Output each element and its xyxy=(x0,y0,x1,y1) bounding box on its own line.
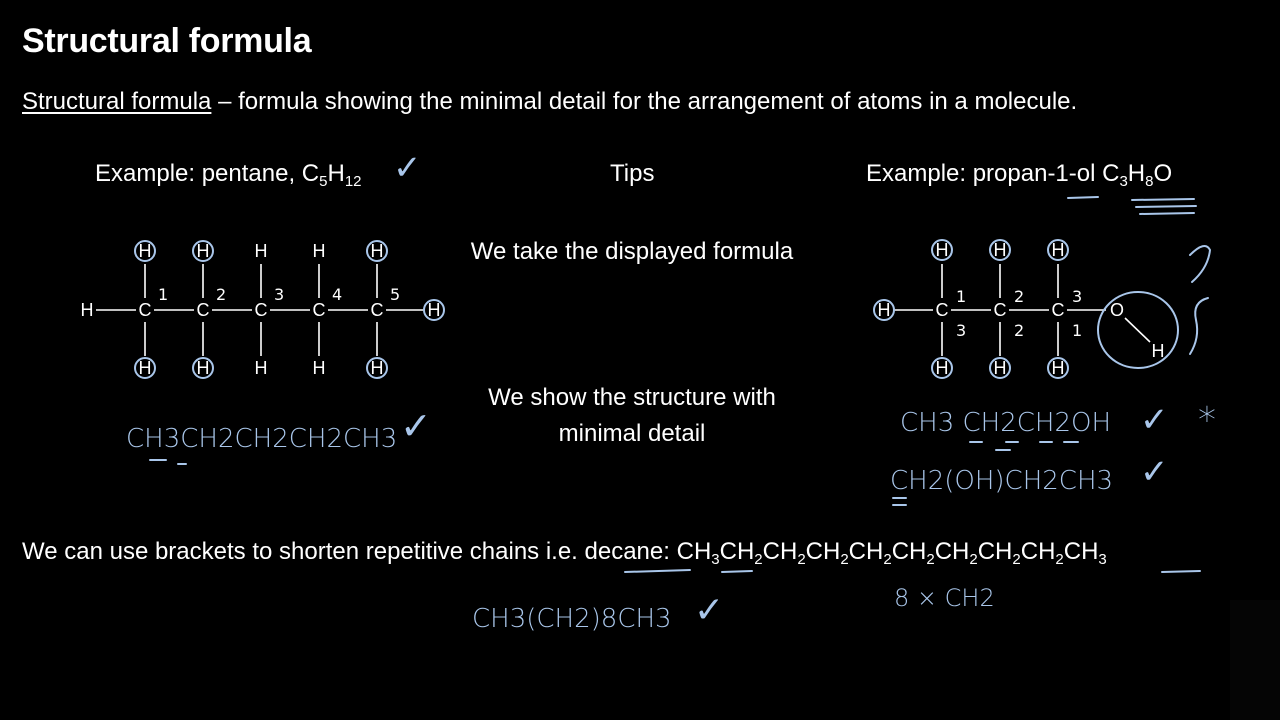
corner-shade xyxy=(1230,600,1280,720)
decane-formula-group: CH xyxy=(934,538,970,565)
bracket-mark xyxy=(1190,246,1210,282)
hydrogen-atom: H xyxy=(254,241,268,261)
hydrogen-atom: H xyxy=(1151,341,1165,361)
decane-formula-subscript: 3 xyxy=(1098,551,1107,568)
carbon-number-label: 3 xyxy=(274,285,285,304)
decane-word: decane xyxy=(584,538,664,565)
decane-formula-group: CH xyxy=(805,538,841,565)
tip-minimal-detail: We show the structure with minimal detail xyxy=(488,384,776,447)
decane-formula-group: CH xyxy=(1020,538,1056,565)
carbon-atom: C xyxy=(312,300,326,320)
definition-text: – formula showing the minimal detail for the arrangement of atoms in a molecule. xyxy=(211,88,1078,115)
hydrogen-atom: H xyxy=(254,358,268,378)
decane-formula-subscript: 2 xyxy=(797,551,806,568)
hydrogen-atom: H xyxy=(196,241,210,261)
brackets-prefix: We can use brackets to shorten repetitive chains i.e. xyxy=(22,538,585,565)
hydrogen-atom: H xyxy=(993,240,1007,260)
decane-formula-group: CH xyxy=(891,538,927,565)
carbon-atom: C xyxy=(196,300,210,320)
left-example-sub2: 12 xyxy=(344,173,362,190)
propanol-handwritten-formula-1: CH3 CH2CH2OH xyxy=(900,408,1112,438)
carbon-atom: C xyxy=(993,300,1007,320)
hydrogen-atom: H xyxy=(427,300,441,320)
left-example-mid: H xyxy=(327,160,345,187)
carbon-number-bottom: 1 xyxy=(1072,321,1083,340)
underline-mark xyxy=(1162,571,1200,572)
hydrogen-atom: H xyxy=(138,241,152,261)
pentane-handwritten-formula: CH3CH2CH2CH2CH3 xyxy=(126,424,398,454)
propanol-tick-mark-2: ✓ xyxy=(1140,452,1169,492)
pentane-displayed-formula xyxy=(81,241,441,378)
decane-formula-group: CH xyxy=(977,538,1013,565)
decane-formula-subscript: 3 xyxy=(711,551,720,568)
carbon-atom: C xyxy=(1051,300,1065,320)
handwritten-annotations xyxy=(135,197,1210,572)
underline-mark xyxy=(722,571,752,572)
carbon-number-label: 2 xyxy=(216,285,227,304)
carbon-number-top: 1 xyxy=(956,287,967,306)
decane-formula-subscript: 2 xyxy=(969,551,978,568)
decane-formula-subscript: 2 xyxy=(883,551,892,568)
tip-displayed-formula: We take the displayed formula xyxy=(470,238,794,265)
pentane-tick-mark: ✓ xyxy=(400,404,432,448)
left-example-sub1: 5 xyxy=(319,173,328,190)
brackets-explanation xyxy=(22,538,1107,566)
hydrogen-atom: H xyxy=(1051,240,1065,260)
decane-formula-subscript: 2 xyxy=(1012,551,1021,568)
underline-mark xyxy=(625,570,690,572)
decane-formula-group: CH xyxy=(848,538,884,565)
decane-formula-subscript: 2 xyxy=(754,551,763,568)
brackets-colon: : xyxy=(663,538,677,565)
underline-mark xyxy=(893,498,906,505)
decane-formula-subscript: 2 xyxy=(1055,551,1064,568)
right-example-label: Example: propan-1-ol C xyxy=(866,160,1120,187)
hydrogen-atom: H xyxy=(1051,358,1065,378)
definition-term: Structural formula xyxy=(22,88,212,115)
underline-mark xyxy=(1068,197,1098,198)
carbon-number-top: 3 xyxy=(1072,287,1083,306)
hydrogen-atom: H xyxy=(312,241,326,261)
right-example-tail: O xyxy=(1153,160,1173,187)
decane-tick-mark: ✓ xyxy=(694,590,725,631)
decane-formula-group: CH xyxy=(719,538,755,565)
hydrogen-atom: H xyxy=(196,358,210,378)
hydrogen-atom: H xyxy=(935,240,949,260)
tips-heading: Tips xyxy=(610,160,655,187)
carbon-number-label: 1 xyxy=(158,285,169,304)
right-example-sub1: 3 xyxy=(1119,173,1128,190)
carbon-atom: C xyxy=(370,300,384,320)
hydrogen-atom: H xyxy=(370,241,384,261)
propanol-displayed-formula xyxy=(878,240,1165,378)
oxygen-atom: O xyxy=(1109,300,1125,320)
hydrogen-atom: H xyxy=(370,358,384,378)
decane-formula-group: CH xyxy=(1063,538,1099,565)
decane-formula-subscript: 2 xyxy=(840,551,849,568)
carbon-number-top: 2 xyxy=(1014,287,1025,306)
hydrogen-atom: H xyxy=(138,358,152,378)
preferred-star-mark: * xyxy=(1198,400,1216,441)
page-title: Structural formula xyxy=(22,22,312,60)
hydrogen-atom: H xyxy=(877,300,891,320)
decane-condensed-handwritten: CH3(CH2)8CH3 xyxy=(472,604,672,634)
decane-formula xyxy=(676,538,1107,568)
hydrogen-atom: H xyxy=(935,358,949,378)
right-example-mid: H xyxy=(1127,160,1146,187)
pentane-heading-tick-mark: ✓ xyxy=(393,148,422,188)
carbon-number-label: 5 xyxy=(390,285,401,304)
hydrogen-atom: H xyxy=(312,358,326,378)
carbon-atom: C xyxy=(138,300,152,320)
carbon-number-label: 4 xyxy=(332,285,343,304)
hydrogen-atom: H xyxy=(993,358,1007,378)
propanol-tick-mark-1: ✓ xyxy=(1140,400,1169,440)
carbon-number-bottom: 2 xyxy=(1014,321,1025,340)
ch2-count-note: 8 × CH2 xyxy=(894,584,995,612)
decane-formula-subscript: 2 xyxy=(926,551,935,568)
right-example-sub2: 8 xyxy=(1145,173,1154,190)
carbon-atom: C xyxy=(935,300,949,320)
underline-mark xyxy=(1132,199,1196,214)
left-example-label: Example: pentane, C xyxy=(95,160,320,187)
carbon-number-bottom: 3 xyxy=(956,321,967,340)
propanol-handwritten-formula-2: CH2(OH)CH2CH3 xyxy=(890,466,1114,496)
decane-formula-group: CH xyxy=(676,538,712,565)
carbon-atom: C xyxy=(254,300,268,320)
decane-formula-group: CH xyxy=(762,538,798,565)
bracket-mark xyxy=(1190,298,1208,354)
bond-line xyxy=(1125,318,1150,342)
hydrogen-atom: H xyxy=(80,300,94,320)
